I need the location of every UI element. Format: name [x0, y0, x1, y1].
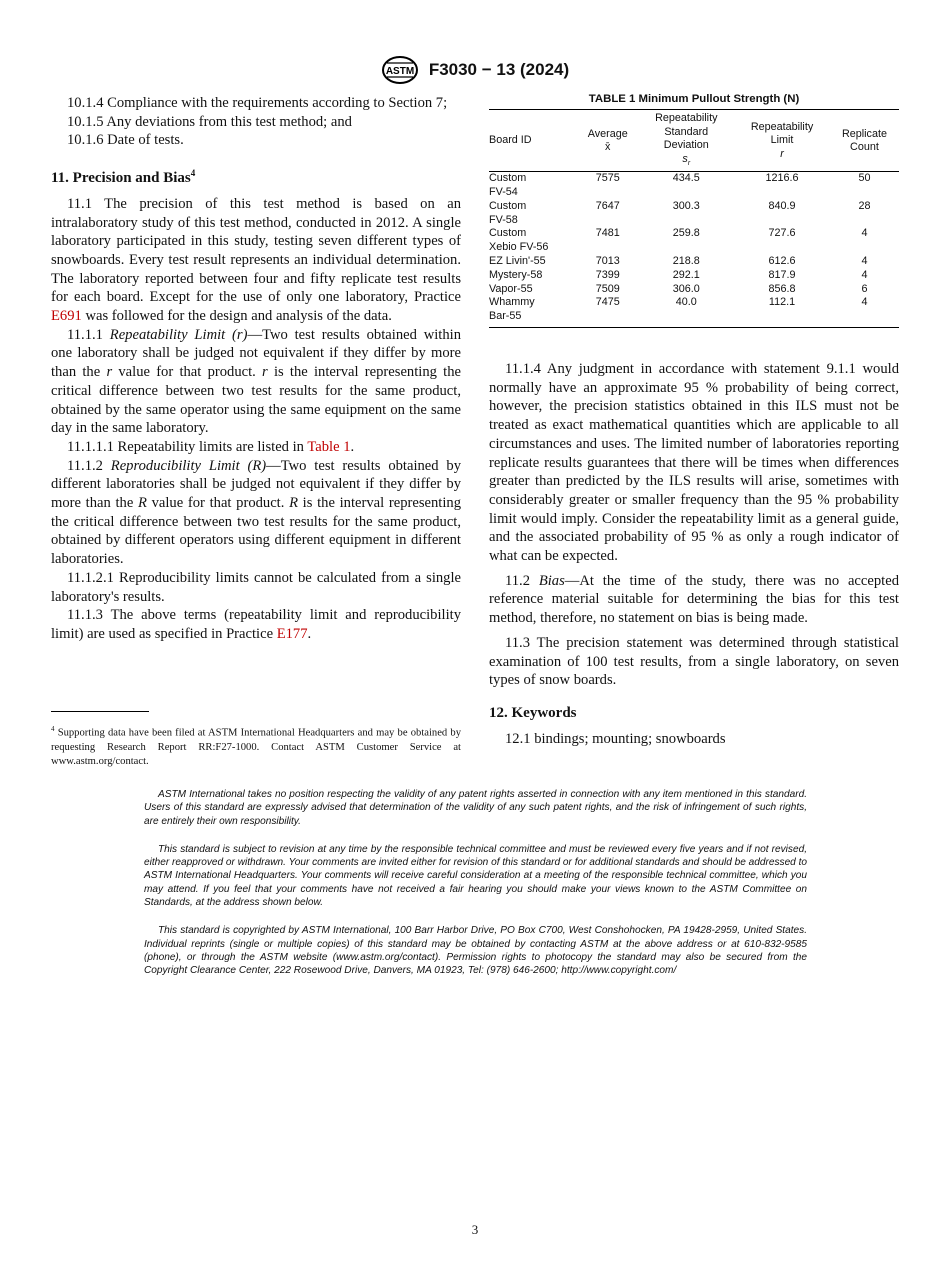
footnote-divider	[51, 711, 149, 712]
para-11-1-1: 11.1.1 Repeatability Limit (r)—Two test results obtained within one laboratory shall be judged not equivalent if they differ by more than the r value for that product. r is the interval representing the critical difference between two test results for the same product, obtained by the same operator using the same equipment on the same day in the same laboratory.	[51, 326, 462, 437]
footnote-ref[interactable]: 4	[190, 168, 196, 179]
pullout-strength-table	[489, 109, 899, 328]
table-title: TABLE 1 Minimum Pullout Strength (N)	[588, 93, 800, 105]
col-average: Average x̄	[577, 110, 638, 172]
astm-logo-icon	[381, 55, 419, 85]
col-board-id: Board ID	[489, 110, 577, 172]
notice-copyright: This standard is copyrighted by ASTM International, 100 Barr Harbor Drive, PO Box C700, West Conshohocken, PA 19428-2959, United States. Individual reprints (single or multiple copies) of this standard may be obtained by contacting ASTM at the above address or at 610-832-9585 (phone), or through the ASTM website (www.astm.org/contact). Permission rights to photocopy the standard may also be secured from the Copyright Clearance Center, 222 Rosewood Drive, Danvers, MA 01923, Tel: (978) 646-2600; http://www.copyright.com/	[144, 925, 807, 977]
para-10-1-4: 10.1.4 Compliance with the requirements according to Section 7;	[67, 95, 448, 111]
e691-link[interactable]: E691	[51, 308, 82, 325]
right-column	[489, 360, 899, 748]
para-11-1-1-1: 11.1.1.1 Repeatability limits are listed in Table 1.	[67, 438, 355, 455]
para-11-2: 11.2 Bias—At the time of the study, there was no accepted reference material suitable for determining the bias for this test method, therefore, no statement on bias is being made.	[489, 572, 899, 627]
notice-patent: ASTM International takes no position respecting the validity of any patent rights asserted in connection with any item mentioned in this standard. Users of this standard are expressly advised that determination of the validity of any such patent rights, and the risk of infringement of such rights, are entirely their own responsibility.	[144, 789, 807, 827]
para-11-3: 11.3 The precision statement was determined through statistical examination of 100 test results, from a single laboratory, on seven types of snow boards.	[489, 634, 899, 689]
section-12-heading: 12. Keywords	[489, 704, 577, 721]
para-11-1: 11.1 The precision of this test method is based on an intralaboratory study of this test method, conducted in 2012. A single laboratory participated in this study, testing seven different types of snowboards. Every test result represents an individual determination. The laboratory reported between four and fifty replicate test results for each board. Except for the use of only one laboratory, Practice E691 was followed for the design and analysis of the data.	[51, 195, 461, 325]
para-11-1-2: 11.1.2 Reproducibility Limit (R)—Two test results obtained by different laboratories shall be judged not equivalent if they differ by more than the R value for that product. R is the interval representing the critical difference between two test results for the same product, obtained by different operators using different equipment in different laboratories.	[51, 457, 461, 568]
para-11-1-2-1: 11.1.2.1 Reproducibility limits cannot be calculated from a single laboratory's results.	[51, 569, 461, 605]
table-row: Whammy Bar-55 7475 40.0 112.1 4	[489, 296, 899, 327]
para-11-1-4: 11.1.4 Any judgment in accordance with statement 9.1.1 would normally have an approximate 95 % probability of being correct, however, the precision statistics obtained in this ILS must not be treated as exact mathematical quantities which are applicable to all circumstances and uses. The limited number of laboratories reporting replicate results guarantees that there will be times when differences greater than predicted by the ILS results will arise, sometimes with considerably greater or smaller frequency than the 95 % probability limit would imply. Consider the repeatability limit as a general guide, and the associated probability of 95 % as only a rough indicator of what can be expected.	[489, 361, 899, 565]
table-row: Vapor-55 7509 306.0 856.8 6	[489, 282, 868, 295]
col-repeat-limit: Repeatability Limit r	[734, 110, 830, 172]
table-1-link[interactable]: Table 1	[307, 438, 351, 455]
para-10-1-6: 10.1.6 Date of tests.	[67, 132, 184, 149]
table-row: Custom FV-58 7647 300.3 840.9 28	[489, 199, 871, 226]
para-11-1-3: 11.1.3 The above terms (repeatability limit and reproducibility limit) are used as specified in Practice E177.	[51, 607, 461, 642]
left-column	[51, 94, 461, 644]
table-1	[489, 93, 899, 328]
col-std-dev: Repeatability Standard Deviation $s_r$	[638, 110, 734, 172]
table-row: Custom Xebio FV-56 7481 259.8 727.6 4	[489, 227, 868, 254]
e177-link[interactable]: E177	[276, 625, 308, 642]
para-12-1: 12.1 bindings; mounting; snowboards	[505, 730, 726, 747]
notice-revision: This standard is subject to revision at any time by the responsible technical committee and must be reviewed every five years and if not revised, either reapproved or withdrawn. Your comments are invited either for revision of this standard or for additional standards and should be addressed to ASTM International Headquarters. Your comments will receive careful consideration at a meeting of the responsible technical committee, which you may attend. If you feel that your comments have not received a fair hearing you should make your views known to the ASTM Committee on Standards, at the address shown below.	[144, 843, 808, 909]
designation-title: F3030 − 13 (2024)	[428, 60, 570, 79]
table-row: EZ Livin'-55 7013 218.8 612.6 4	[489, 254, 868, 267]
table-row: Mystery-58 7399 292.1 817.9 4	[489, 268, 868, 281]
table-header-row	[489, 110, 899, 172]
para-10-1-5: 10.1.5 Any deviations from this test method; and	[67, 113, 352, 130]
svg-text:ASTM: ASTM	[385, 66, 414, 77]
legal-notices	[144, 788, 807, 993]
section-11-heading: 11. Precision and Bias$^4$	[51, 168, 196, 187]
page-number: 3	[471, 1222, 479, 1237]
page-header	[0, 55, 950, 85]
table-row: Custom FV-54 7575 434.5 1216.6 50	[489, 172, 871, 198]
footnote-4: $^4$ Supporting data have been filed at ASTM International Headquarters and may be obtained by requesting Research Report RR:F27-1000. Contact ASTM Customer Service at www.astm.org/contact.	[51, 725, 461, 767]
col-replicate-count: Replicate Count	[830, 110, 899, 172]
